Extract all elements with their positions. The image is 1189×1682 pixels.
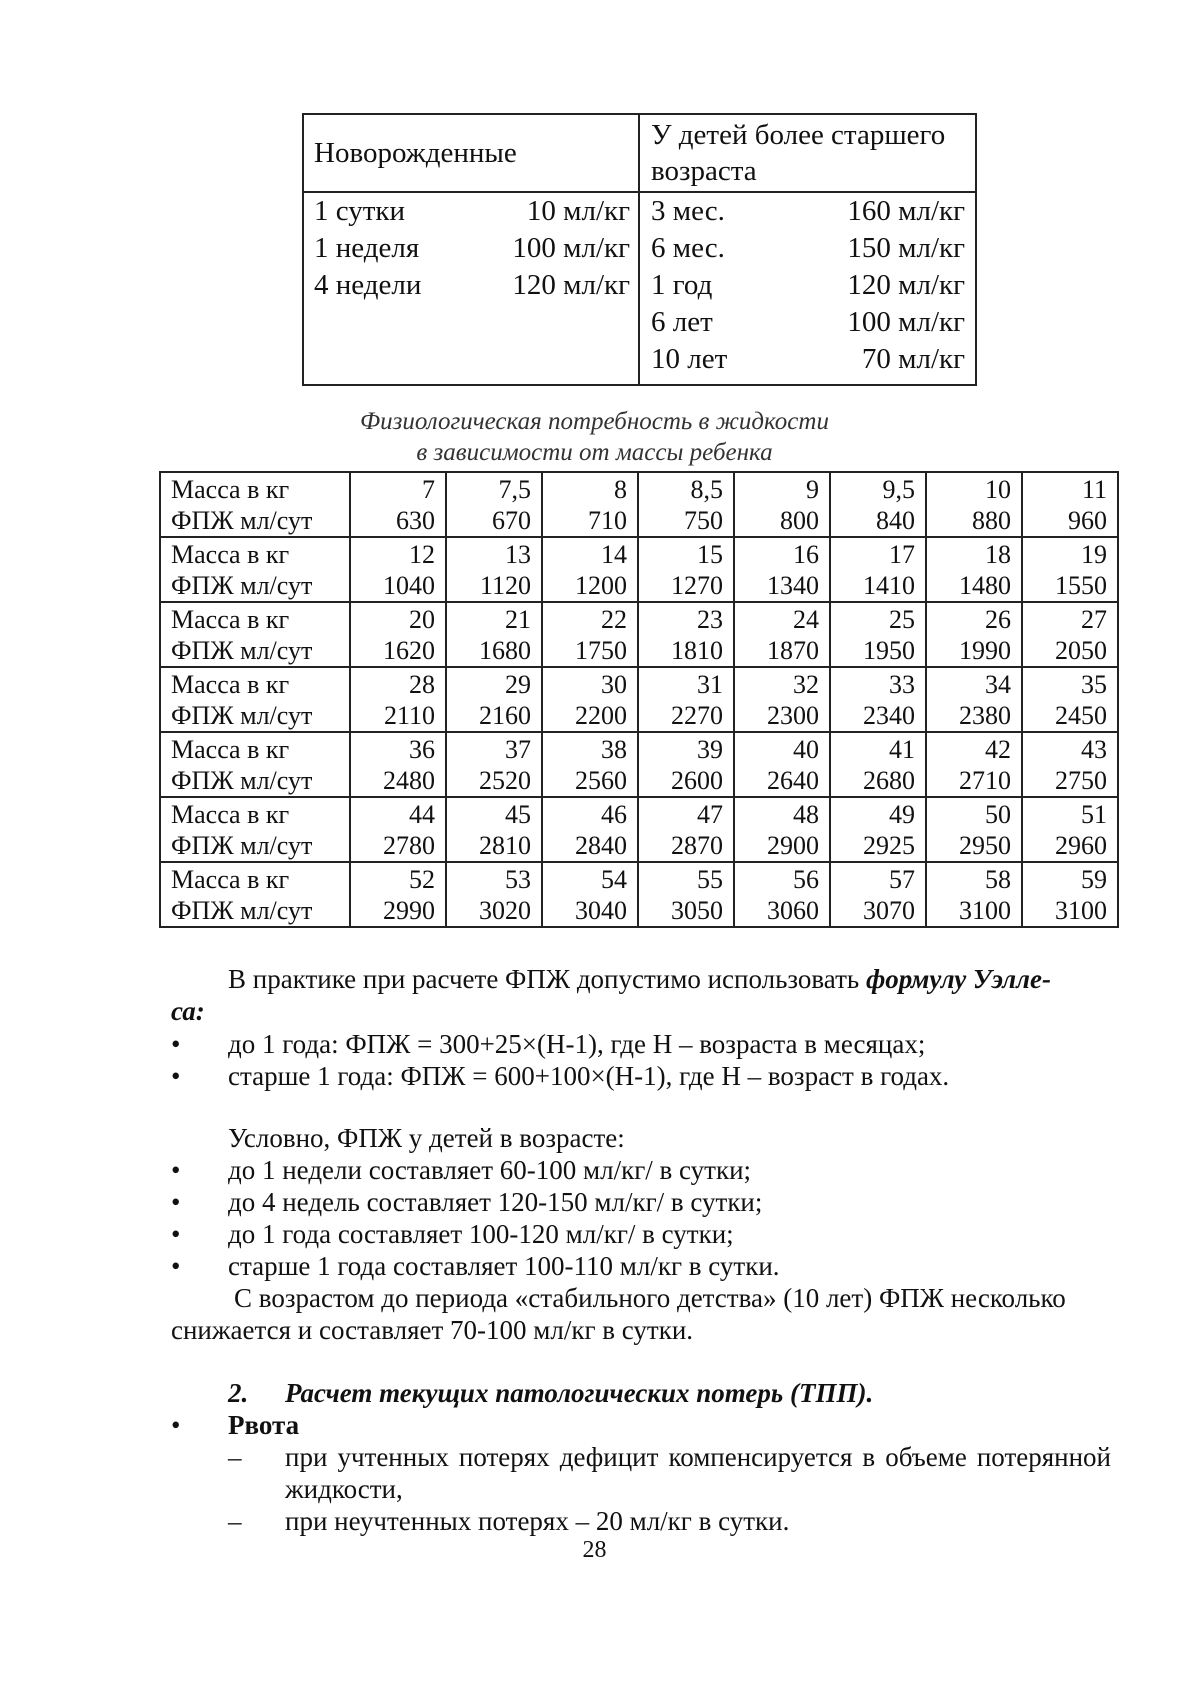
fluid-requirement-by-mass-table	[159, 471, 1119, 928]
fpzh-value: 2900	[767, 830, 819, 860]
fpzh-value: 2520	[479, 765, 531, 795]
fpzh-value: 2600	[671, 765, 723, 795]
table2-cell	[734, 667, 830, 732]
table2-cell	[542, 537, 638, 602]
mass-label: Масса в кг	[171, 734, 290, 764]
fpzh-value: 1620	[383, 635, 435, 665]
fpzh-value: 1340	[767, 570, 819, 600]
formula-name: формулу Уэлле-	[865, 964, 1051, 994]
bullet-dot: •	[171, 1061, 181, 1091]
mass-value: 49	[889, 799, 915, 829]
table1-age: 1 неделя	[314, 232, 420, 264]
fpzh-value: 1410	[863, 570, 915, 600]
fpzh-value: 2780	[383, 830, 435, 860]
mass-label: Масса в кг	[171, 799, 290, 829]
paragraph-conditional: Условно, ФПЖ у детей в возрасте:	[228, 1123, 625, 1153]
table1-row	[314, 267, 630, 304]
mass-value: 46	[601, 799, 627, 829]
bullet-item: старше 1 года составляет 100-110 мл/кг в сутки.	[228, 1251, 780, 1281]
fpzh-value: 2925	[863, 830, 915, 860]
table2-cell	[1022, 732, 1118, 797]
mass-value: 22	[601, 604, 627, 634]
fpzh-value: 3050	[671, 895, 723, 925]
mass-label: Масса в кг	[171, 669, 290, 699]
mass-value: 33	[889, 669, 915, 699]
table1-newborn-values	[303, 192, 639, 385]
fpzh-value: 2750	[1055, 765, 1107, 795]
table2-row-labels	[160, 602, 350, 667]
fpzh-value: 1120	[479, 570, 531, 600]
table2-cell	[350, 537, 446, 602]
table2-cell	[1022, 537, 1118, 602]
mass-value: 54	[601, 864, 627, 894]
table2-cell	[926, 732, 1022, 797]
table1-value: 100 мл/кг	[512, 232, 630, 264]
mass-value: 16	[793, 539, 819, 569]
table1-header-newborns: Новорожденные	[303, 114, 639, 192]
table2-cell	[446, 862, 542, 927]
fpzh-value: 2160	[479, 700, 531, 730]
table1-row	[651, 341, 965, 378]
table2-row	[160, 862, 1118, 927]
fpzh-value: 2810	[479, 830, 531, 860]
table2-cell	[638, 602, 734, 667]
fpzh-value: 1870	[767, 635, 819, 665]
table2-cell	[734, 602, 830, 667]
bullet-item: до 1 года: ФПЖ = 300+25×(Н-1), где Н – возраста в месяцах;	[228, 1029, 926, 1059]
table2-cell	[638, 797, 734, 862]
bullet-item: до 1 года составляет 100-120 мл/кг/ в сутки;	[228, 1219, 734, 1249]
table1-age: 1 сутки	[314, 195, 406, 227]
table1-row	[651, 230, 965, 267]
table2-cell	[542, 732, 638, 797]
table2-cell	[926, 537, 1022, 602]
table1-value: 70 мл/кг	[861, 343, 965, 375]
table2-cell	[830, 732, 926, 797]
mass-value: 30	[601, 669, 627, 699]
table2-cell	[926, 602, 1022, 667]
mass-value: 24	[793, 604, 819, 634]
mass-value: 13	[505, 539, 531, 569]
table2-cell	[638, 862, 734, 927]
fpzh-value: 960	[1068, 505, 1107, 535]
table1-value: 160 мл/кг	[847, 195, 965, 227]
table2-cell	[926, 667, 1022, 732]
fpzh-value: 3070	[863, 895, 915, 925]
dash-marker: –	[228, 1506, 242, 1536]
formula-name-cont: са:	[171, 996, 205, 1026]
table2-cell	[830, 862, 926, 927]
fpzh-value: 3020	[479, 895, 531, 925]
mass-value: 20	[409, 604, 435, 634]
fpzh-value: 840	[876, 505, 915, 535]
fpzh-label: ФПЖ мл/сут	[171, 700, 313, 730]
table2-cell	[830, 667, 926, 732]
table2-cell	[446, 797, 542, 862]
table2-cell	[830, 797, 926, 862]
bullet-dot: •	[171, 1410, 181, 1440]
bullet-item: старше 1 года: ФПЖ = 600+100×(Н-1), где Н – возраст в годах.	[228, 1061, 950, 1091]
mass-value: 23	[697, 604, 723, 634]
fpzh-value: 2200	[575, 700, 627, 730]
fpzh-value: 1270	[671, 570, 723, 600]
mass-value: 28	[409, 669, 435, 699]
mass-value: 41	[889, 734, 915, 764]
table2-cell	[734, 797, 830, 862]
paragraph-stable-childhood-line2: снижается и составляет 70-100 мл/кг в сутки.	[171, 1315, 694, 1345]
table2-row-labels	[160, 472, 350, 537]
mass-value: 40	[793, 734, 819, 764]
mass-value: 8,5	[690, 474, 723, 504]
vomiting-heading: Рвота	[228, 1410, 300, 1440]
table1-age: 6 мес.	[651, 232, 725, 264]
fpzh-value: 2710	[959, 765, 1011, 795]
fpzh-value: 3040	[575, 895, 627, 925]
fpzh-value: 3060	[767, 895, 819, 925]
fpzh-label: ФПЖ мл/сут	[171, 765, 313, 795]
table1-age: 3 мес.	[651, 195, 725, 227]
bullet-item: до 1 недели составляет 60-100 мл/кг/ в сутки;	[228, 1155, 752, 1185]
mass-value: 32	[793, 669, 819, 699]
mass-value: 27	[1081, 604, 1107, 634]
mass-value: 10	[985, 474, 1011, 504]
table2-cell	[350, 862, 446, 927]
table2-cell	[1022, 797, 1118, 862]
table1-header-older-children: У детей более старшего возраста	[639, 114, 976, 192]
table2-cell	[638, 537, 734, 602]
fpzh-value: 670	[492, 505, 531, 535]
mass-value: 58	[985, 864, 1011, 894]
table2-cell	[542, 602, 638, 667]
table2-row	[160, 602, 1118, 667]
table2-cell	[734, 537, 830, 602]
table2-row-labels	[160, 667, 350, 732]
table2-cell	[734, 862, 830, 927]
mass-value: 57	[889, 864, 915, 894]
fpzh-value: 750	[684, 505, 723, 535]
fpzh-value: 1750	[575, 635, 627, 665]
mass-value: 42	[985, 734, 1011, 764]
fpzh-value: 2640	[767, 765, 819, 795]
section-title: Расчет текущих патологических потерь (ТПП).	[285, 1378, 874, 1408]
paragraph-wallace-formula	[171, 963, 1109, 995]
table1-value: 10 мл/кг	[526, 195, 630, 227]
bullet-dot: •	[171, 1251, 181, 1281]
table2-cell	[542, 472, 638, 537]
mass-value: 45	[505, 799, 531, 829]
fpzh-value: 2840	[575, 830, 627, 860]
table2-row	[160, 667, 1118, 732]
mass-value: 36	[409, 734, 435, 764]
mass-value: 18	[985, 539, 1011, 569]
mass-value: 11	[1081, 474, 1107, 504]
table2-row-labels	[160, 537, 350, 602]
bullet-item: до 4 недель составляет 120-150 мл/кг/ в сутки;	[228, 1187, 763, 1217]
bullet-dot: •	[171, 1187, 181, 1217]
paragraph-stable-childhood-line1: С возрастом до периода «стабильного детства» (10 лет) ФПЖ несколько	[234, 1283, 1066, 1313]
table2-cell	[830, 537, 926, 602]
table1-value: 100 мл/кг	[847, 306, 965, 338]
table1-value: 120 мл/кг	[512, 269, 630, 301]
fpzh-label: ФПЖ мл/сут	[171, 830, 313, 860]
mass-value: 25	[889, 604, 915, 634]
newborn-fluid-table	[302, 113, 977, 386]
mass-label: Масса в кг	[171, 604, 290, 634]
fpzh-value: 2680	[863, 765, 915, 795]
table1-row	[651, 267, 965, 304]
mass-value: 26	[985, 604, 1011, 634]
table2-cell	[1022, 667, 1118, 732]
table1-older-values	[639, 192, 976, 385]
table1-row	[651, 193, 965, 230]
mass-value: 8	[614, 474, 627, 504]
table2-cell	[1022, 862, 1118, 927]
table2-row	[160, 732, 1118, 797]
table2-cell	[350, 732, 446, 797]
table2-cell	[926, 472, 1022, 537]
table1-age: 1 год	[651, 269, 713, 301]
table2-cell	[830, 472, 926, 537]
mass-value: 31	[697, 669, 723, 699]
bullet-dot: •	[171, 1029, 181, 1059]
section-number: 2.	[228, 1378, 249, 1408]
table2-cell	[350, 602, 446, 667]
mass-value: 9,5	[882, 474, 915, 504]
fpzh-value: 2050	[1055, 635, 1107, 665]
table2-cell	[926, 797, 1022, 862]
fpzh-value: 630	[396, 505, 435, 535]
fpzh-value: 1480	[959, 570, 1011, 600]
mass-value: 38	[601, 734, 627, 764]
table2-cell	[446, 472, 542, 537]
table1-age: 10 лет	[651, 343, 728, 375]
fpzh-value: 2300	[767, 700, 819, 730]
table1-row	[314, 193, 630, 230]
mass-value: 48	[793, 799, 819, 829]
mass-value: 39	[697, 734, 723, 764]
table2-cell	[1022, 602, 1118, 667]
paragraph-wallace-formula-cont	[171, 995, 1109, 1027]
table2-row-labels	[160, 862, 350, 927]
table2-cell	[542, 862, 638, 927]
dash-marker: –	[228, 1442, 242, 1472]
fpzh-value: 2950	[959, 830, 1011, 860]
mass-value: 21	[505, 604, 531, 634]
fpzh-value: 710	[588, 505, 627, 535]
mass-value: 44	[409, 799, 435, 829]
table2-cell	[830, 602, 926, 667]
fpzh-value: 800	[780, 505, 819, 535]
table2-row	[160, 472, 1118, 537]
fpzh-value: 2380	[959, 700, 1011, 730]
table2-cell	[734, 472, 830, 537]
table2-cell	[542, 667, 638, 732]
mass-value: 53	[505, 864, 531, 894]
mass-value: 35	[1081, 669, 1107, 699]
fpzh-value: 1680	[479, 635, 531, 665]
fpzh-value: 2870	[671, 830, 723, 860]
fpzh-value: 2270	[671, 700, 723, 730]
page-number: 28	[582, 1537, 607, 1563]
table2-caption-line2: в зависимости от массы ребенка	[416, 439, 773, 466]
table2-row	[160, 537, 1118, 602]
fpzh-value: 1950	[863, 635, 915, 665]
table2-cell	[1022, 472, 1118, 537]
mass-value: 56	[793, 864, 819, 894]
fpzh-value: 3100	[959, 895, 1011, 925]
table2-cell	[638, 667, 734, 732]
table1-row	[314, 230, 630, 267]
table2-cell	[926, 862, 1022, 927]
fpzh-value: 2990	[383, 895, 435, 925]
table1-age: 6 лет	[651, 306, 713, 338]
table2-cell	[542, 797, 638, 862]
fpzh-label: ФПЖ мл/сут	[171, 570, 313, 600]
table2-cell	[734, 732, 830, 797]
mass-value: 34	[985, 669, 1011, 699]
mass-value: 17	[889, 539, 915, 569]
table2-cell	[446, 537, 542, 602]
table2-row	[160, 797, 1118, 862]
fpzh-value: 1550	[1055, 570, 1107, 600]
mass-value: 50	[985, 799, 1011, 829]
table2-row-labels	[160, 732, 350, 797]
mass-value: 37	[505, 734, 531, 764]
fpzh-value: 2560	[575, 765, 627, 795]
mass-value: 43	[1081, 734, 1107, 764]
table2-cell	[638, 472, 734, 537]
fpzh-value: 3100	[1055, 895, 1107, 925]
fpzh-value: 2480	[383, 765, 435, 795]
mass-value: 9	[806, 474, 819, 504]
paragraph-text: В практике при расчете ФПЖ допустимо использовать	[228, 964, 866, 994]
mass-value: 14	[601, 539, 627, 569]
table2-cell	[638, 732, 734, 797]
mass-value: 47	[697, 799, 723, 829]
mass-label: Масса в кг	[171, 864, 290, 894]
table1-age: 4 недели	[314, 269, 422, 301]
table2-cell	[446, 732, 542, 797]
mass-value: 7,5	[498, 474, 531, 504]
mass-value: 52	[409, 864, 435, 894]
table2-cell	[446, 602, 542, 667]
fpzh-label: ФПЖ мл/сут	[171, 505, 313, 535]
mass-label: Масса в кг	[171, 539, 290, 569]
table1-value: 150 мл/кг	[847, 232, 965, 264]
table2-row-labels	[160, 797, 350, 862]
fpzh-value: 2110	[383, 700, 435, 730]
fpzh-value: 2960	[1055, 830, 1107, 860]
fpzh-label: ФПЖ мл/сут	[171, 635, 313, 665]
table1-row	[651, 304, 965, 341]
fpzh-value: 1810	[671, 635, 723, 665]
mass-value: 19	[1081, 539, 1107, 569]
fpzh-value: 2450	[1055, 700, 1107, 730]
mass-value: 12	[409, 539, 435, 569]
fpzh-value: 1040	[383, 570, 435, 600]
dash-item: при неучтенных потерях – 20 мл/кг в сутки.	[285, 1506, 790, 1536]
table2-cell	[350, 667, 446, 732]
mass-value: 7	[422, 474, 435, 504]
mass-value: 59	[1081, 864, 1107, 894]
table1-value: 120 мл/кг	[847, 269, 965, 301]
fpzh-value: 2340	[863, 700, 915, 730]
table2-cell	[350, 797, 446, 862]
mass-value: 55	[697, 864, 723, 894]
mass-value: 29	[505, 669, 531, 699]
table2-cell	[446, 667, 542, 732]
bullet-dot: •	[171, 1155, 181, 1185]
fpzh-value: 880	[972, 505, 1011, 535]
mass-value: 15	[697, 539, 723, 569]
table2-cell	[350, 472, 446, 537]
table2-caption-line1: Физиологическая потребность в жидкости	[360, 408, 829, 435]
dash-item: при учтенных потерях дефицит компенсируется в объеме потерянной жидкости,	[285, 1442, 1111, 1504]
mass-value: 51	[1081, 799, 1107, 829]
mass-label: Масса в кг	[171, 474, 290, 504]
fpzh-label: ФПЖ мл/сут	[171, 895, 313, 925]
fpzh-value: 1200	[575, 570, 627, 600]
fpzh-value: 1990	[959, 635, 1011, 665]
bullet-dot: •	[171, 1219, 181, 1249]
